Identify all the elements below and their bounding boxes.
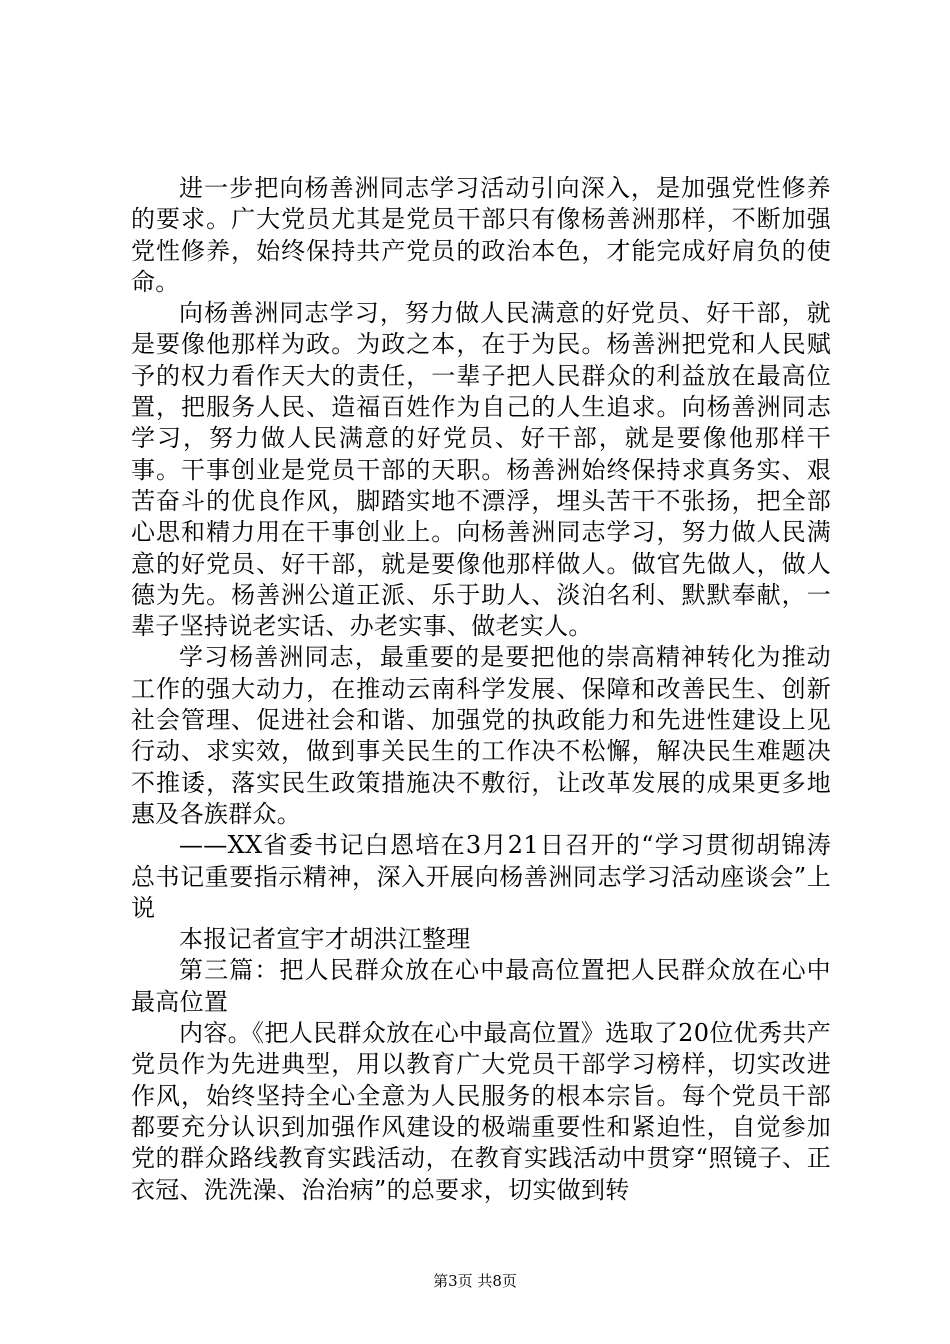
page-number-footer: 第3页 共8页: [433, 1272, 517, 1290]
paragraph-party-spirit: 进一步把向杨善洲同志学习活动引向深入，是加强党性修养的要求。广大党员尤其是党员干部只有像杨善洲那样，不断加强党性修养，始终保持共产党员的政治本色，才能完成好肩负的使命。: [131, 174, 831, 296]
paragraph-learn-from-yang: 向杨善洲同志学习，努力做人民满意的好党员、好干部，就是要像他那样为政。为政之本，在于为民。杨善洲把党和人民赋予的权力看作天大的责任，一辈子把人民群众的利益放在最高位置，把服务人民、造福百姓作为自己的人生追求。向杨善洲同志学习，努力做人民满意的好党员、好干部，就是要像他那样干事。干事创业是党员干部的天职。杨善洲始终保持求真务实、艰苦奋斗的优良作风，脚踏实地不漂浮，埋头苦干不张扬，把全部心思和精力用在干事创业上。向杨善洲同志学习，努力做人民满意的好党员、好干部，就是要像他那样做人。做官先做人，做人德为先。杨善洲公道正派、乐于助人、淡泊名利、默默奉献，一辈子坚持说老实话、办老实事、做老实人。: [131, 299, 831, 641]
paragraph-transform-spirit: 学习杨善洲同志，最重要的是要把他的崇高精神转化为推动工作的强大动力，在推动云南科学发展、保障和改善民生、创新社会管理、促进社会和谐、加强党的执政能力和先进性建设上见行动、求实效，做到事关民生的工作决不松懈，解决民生难题决不推诿，落实民生政策措施决不敷衍，让改革发展的成果更多地惠及各族群众。: [131, 643, 831, 828]
paragraph-reporter-credit: 本报记者宣宇才胡洪江整理: [179, 925, 471, 954]
paragraph-attribution: ——XX省委书记白恩培在3月21日召开的“学习贯彻胡锦涛总书记重要指示精神，深入开展向杨善洲同志学习活动座谈会”上说: [131, 831, 831, 922]
document-body: [131, 173, 831, 1206]
section-heading-part-three: 第三篇：把人民群众放在心中最高位置把人民群众放在心中最高位置: [131, 956, 831, 1016]
paragraph-content-intro: 内容。《把人民群众放在心中最高位置》选取了20位优秀共产党员作为先进典型，用以教育广大党员干部学习榜样，切实改进作风，始终坚持全心全意为人民服务的根本宗旨。每个党员干部都要充分认识到加强作风建设的极端重要性和紧迫性，自觉参加党的群众路线教育实践活动，在教育实践活动中贯穿“照镜子、正衣冠、洗洗澡、治治病”的总要求，切实做到转: [131, 1019, 831, 1204]
